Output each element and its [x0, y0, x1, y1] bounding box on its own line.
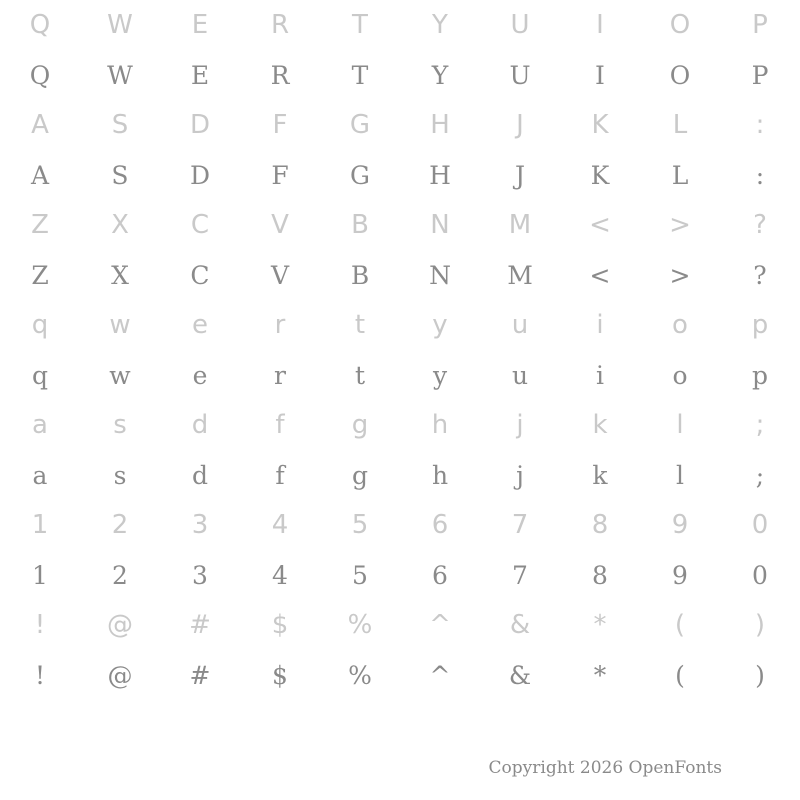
- glyph-cell: h: [431, 410, 449, 440]
- glyph-cell: A: [31, 110, 49, 140]
- glyph-cell: 3: [192, 560, 208, 590]
- glyph-cell: @: [107, 610, 133, 640]
- glyph-cell: (: [674, 610, 686, 640]
- glyph-cell: j: [516, 410, 524, 440]
- glyph-cell: ^: [429, 610, 451, 640]
- glyph-cell: C: [190, 260, 210, 290]
- glyph-cell: B: [351, 210, 369, 240]
- glyph-cell: Q: [29, 10, 51, 40]
- glyph-cell: H: [429, 160, 451, 190]
- glyph-cell: g: [351, 410, 369, 440]
- glyph-cell: f: [275, 460, 285, 490]
- glyph-cell: V: [270, 260, 290, 290]
- copyright-notice: Copyright 2026 OpenFonts: [488, 758, 722, 778]
- glyph-cell: y: [432, 310, 448, 340]
- glyph-row: [0, 650, 800, 700]
- glyph-cell: q: [31, 310, 49, 340]
- glyph-cell: q: [31, 360, 48, 390]
- glyph-cell: 5: [351, 510, 369, 540]
- glyph-cell: S: [111, 160, 129, 190]
- glyph-cell: *: [593, 660, 607, 690]
- glyph-cell: D: [189, 110, 211, 140]
- glyph-cell: s: [113, 460, 127, 490]
- glyph-cell: W: [107, 60, 133, 90]
- glyph-cell: ;: [755, 410, 765, 440]
- glyph-cell: a: [32, 410, 48, 440]
- glyph-cell: #: [189, 660, 211, 690]
- glyph-cell: L: [671, 160, 689, 190]
- glyph-cell: w: [109, 310, 131, 340]
- glyph-cell: o: [672, 360, 688, 390]
- glyph-cell: U: [510, 10, 530, 40]
- glyph-cell: %: [348, 660, 372, 690]
- glyph-cell: u: [511, 310, 529, 340]
- glyph-cell: p: [751, 310, 769, 340]
- glyph-cell: Y: [432, 10, 448, 40]
- glyph-cell: p: [751, 360, 768, 390]
- glyph-cell: 0: [751, 510, 769, 540]
- glyph-row: [0, 300, 800, 350]
- glyph-cell: %: [347, 610, 373, 640]
- glyph-cell: 1: [32, 560, 48, 590]
- glyph-row: [0, 250, 800, 300]
- glyph-cell: :: [755, 110, 765, 140]
- glyph-cell: a: [32, 460, 48, 490]
- glyph-cell: L: [672, 110, 688, 140]
- glyph-cell: B: [350, 260, 370, 290]
- glyph-cell: >: [669, 210, 691, 240]
- glyph-cell: R: [270, 10, 290, 40]
- glyph-cell: !: [34, 610, 46, 640]
- glyph-cell: r: [274, 360, 286, 390]
- glyph-cell: e: [192, 310, 208, 340]
- glyph-cell: >: [669, 260, 691, 290]
- glyph-cell: @: [107, 660, 133, 690]
- glyph-cell: i: [596, 310, 604, 340]
- glyph-row: [0, 350, 800, 400]
- glyph-cell: l: [676, 410, 684, 440]
- glyph-cell: d: [191, 460, 208, 490]
- glyph-cell: ): [755, 660, 765, 690]
- glyph-cell: P: [752, 10, 768, 40]
- glyph-cell: $: [271, 610, 289, 640]
- glyph-cell: F: [272, 110, 288, 140]
- glyph-cell: O: [669, 10, 691, 40]
- glyph-row: [0, 0, 800, 50]
- glyph-cell: H: [430, 110, 450, 140]
- glyph-cell: t: [354, 360, 366, 390]
- glyph-cell: A: [30, 160, 50, 190]
- glyph-cell: k: [592, 460, 608, 490]
- glyph-row: [0, 100, 800, 150]
- glyph-cell: U: [509, 60, 531, 90]
- glyph-cell: Z: [31, 260, 49, 290]
- glyph-cell: C: [190, 210, 210, 240]
- glyph-cell: G: [350, 160, 370, 190]
- glyph-cell: <: [589, 260, 611, 290]
- glyph-cell: 9: [672, 560, 688, 590]
- glyph-cell: W: [107, 10, 133, 40]
- glyph-cell: K: [591, 110, 609, 140]
- glyph-cell: e: [192, 360, 208, 390]
- glyph-row: [0, 450, 800, 500]
- glyph-cell: *: [593, 610, 607, 640]
- glyph-cell: N: [430, 210, 450, 240]
- glyph-cell: j: [516, 460, 524, 490]
- glyph-cell: M: [508, 210, 532, 240]
- glyph-cell: 3: [191, 510, 209, 540]
- glyph-cell: 5: [352, 560, 368, 590]
- glyph-cell: ?: [753, 210, 767, 240]
- glyph-cell: &: [509, 610, 531, 640]
- glyph-cell: X: [111, 210, 129, 240]
- glyph-cell: P: [751, 60, 769, 90]
- glyph-cell: f: [275, 410, 285, 440]
- glyph-row: [0, 500, 800, 550]
- glyph-cell: i: [596, 360, 604, 390]
- glyph-cell: T: [352, 10, 368, 40]
- glyph-cell: t: [354, 310, 366, 340]
- glyph-cell: V: [271, 210, 289, 240]
- glyph-cell: Q: [29, 60, 51, 90]
- glyph-cell: g: [351, 460, 368, 490]
- glyph-cell: 1: [31, 510, 49, 540]
- glyph-cell: r: [274, 310, 286, 340]
- glyph-cell: $: [272, 660, 288, 690]
- glyph-cell: 9: [671, 510, 689, 540]
- glyph-row: [0, 600, 800, 650]
- glyph-cell: J: [514, 160, 526, 190]
- glyph-cell: 6: [432, 560, 448, 590]
- glyph-cell: S: [111, 110, 129, 140]
- glyph-cell: O: [669, 60, 691, 90]
- glyph-cell: &: [508, 660, 532, 690]
- glyph-cell: K: [590, 160, 610, 190]
- glyph-cell: 2: [111, 510, 129, 540]
- glyph-cell: <: [589, 210, 611, 240]
- glyph-cell: 7: [511, 510, 529, 540]
- glyph-cell: w: [109, 360, 131, 390]
- glyph-row: [0, 50, 800, 100]
- glyph-cell: s: [113, 410, 127, 440]
- glyph-cell: o: [672, 310, 688, 340]
- glyph-cell: y: [432, 360, 448, 390]
- glyph-cell: ?: [753, 260, 767, 290]
- glyph-cell: F: [271, 160, 289, 190]
- glyph-cell: h: [431, 460, 449, 490]
- glyph-cell: ): [754, 610, 766, 640]
- glyph-cell: 6: [431, 510, 449, 540]
- glyph-cell: N: [429, 260, 451, 290]
- glyph-cell: ;: [755, 460, 765, 490]
- glyph-cell: E: [190, 60, 210, 90]
- glyph-cell: #: [189, 610, 211, 640]
- glyph-cell: 7: [512, 560, 528, 590]
- glyph-cell: E: [191, 10, 209, 40]
- glyph-cell: l: [676, 460, 684, 490]
- glyph-cell: d: [191, 410, 209, 440]
- glyph-cell: I: [595, 60, 605, 90]
- glyph-cell: (: [675, 660, 685, 690]
- glyph-cell: G: [349, 110, 371, 140]
- glyph-row: [0, 200, 800, 250]
- glyph-cell: ^: [429, 660, 451, 690]
- glyph-cell: Z: [31, 210, 49, 240]
- glyph-cell: !: [34, 660, 46, 690]
- glyph-cell: 2: [112, 560, 128, 590]
- glyph-cell: R: [270, 60, 290, 90]
- glyph-row: [0, 550, 800, 600]
- glyph-cell: Y: [431, 60, 449, 90]
- glyph-cell: J: [516, 110, 524, 140]
- glyph-cell: 4: [272, 560, 288, 590]
- glyph-cell: 8: [591, 510, 609, 540]
- glyph-cell: :: [755, 160, 765, 190]
- glyph-cell: I: [596, 10, 604, 40]
- glyph-cell: 8: [592, 560, 608, 590]
- glyph-cell: D: [189, 160, 211, 190]
- glyph-row: [0, 150, 800, 200]
- glyph-cell: M: [507, 260, 533, 290]
- glyph-cell: 0: [752, 560, 768, 590]
- glyph-cell: 4: [271, 510, 289, 540]
- glyph-cell: k: [592, 410, 608, 440]
- glyph-cell: T: [351, 60, 369, 90]
- glyph-cell: u: [511, 360, 529, 390]
- glyph-cell: X: [111, 260, 129, 290]
- glyph-row: [0, 400, 800, 450]
